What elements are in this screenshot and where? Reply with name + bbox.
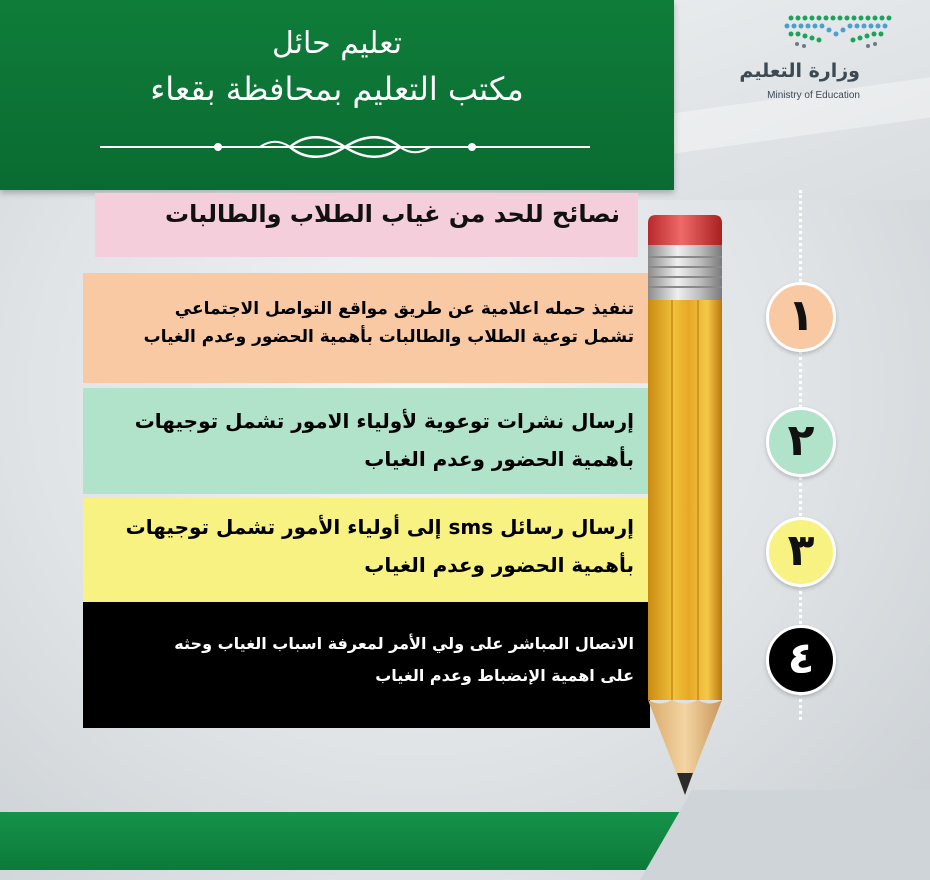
tip-3-line-2: بأهمية الحضور وعدم الغياب [364,553,634,577]
header-subtitle: مكتب التعليم بمحافظة بقعاء [150,70,524,108]
step-badge-2: ٢ [766,407,836,477]
pencil-icon [640,205,730,805]
footer-corner [640,790,930,880]
tip-2-line-2: بأهمية الحضور وعدم الغياب [364,447,634,471]
ministry-name-arabic: وزارة التعليم [739,60,860,82]
page-title: نصائح للحد من غياب الطلاب والطالبات [165,200,620,228]
tip-4-line-1: الاتصال المباشر على ولي الأمر لمعرفة اسباب الغياب وحثه [174,634,634,653]
step-badge-3: ٣ [766,517,836,587]
step-badge-1: ١ [766,282,836,352]
header-banner [0,0,674,190]
tip-card-3 [83,498,650,602]
tip-card-4 [83,602,650,728]
tip-card-1 [83,273,650,383]
ornament-divider-icon [100,132,590,162]
tip-1-line-1: تنفيذ حمله اعلامية عن طريق مواقع التواصل الاجتماعي [174,299,634,319]
tip-4-line-2: على اهمية الإنضباط وعدم الغياب [375,666,634,685]
step-badge-4: ٤ [766,625,836,695]
tip-2-line-1: إرسال نشرات توعوية لأولياء الامور تشمل توجيهات [134,409,634,433]
tip-card-2 [83,388,650,494]
ministry-name-english: Ministry of Education [767,90,860,101]
tip-1-line-2: تشمل توعية الطلاب والطالبات بأهمية الحضور وعدم الغياب [143,327,634,347]
tip-3-line-1: إرسال رسائل sms إلى أولياء الأمور تشمل توجيهات [125,515,634,539]
header-title: تعليم حائل [271,26,403,61]
